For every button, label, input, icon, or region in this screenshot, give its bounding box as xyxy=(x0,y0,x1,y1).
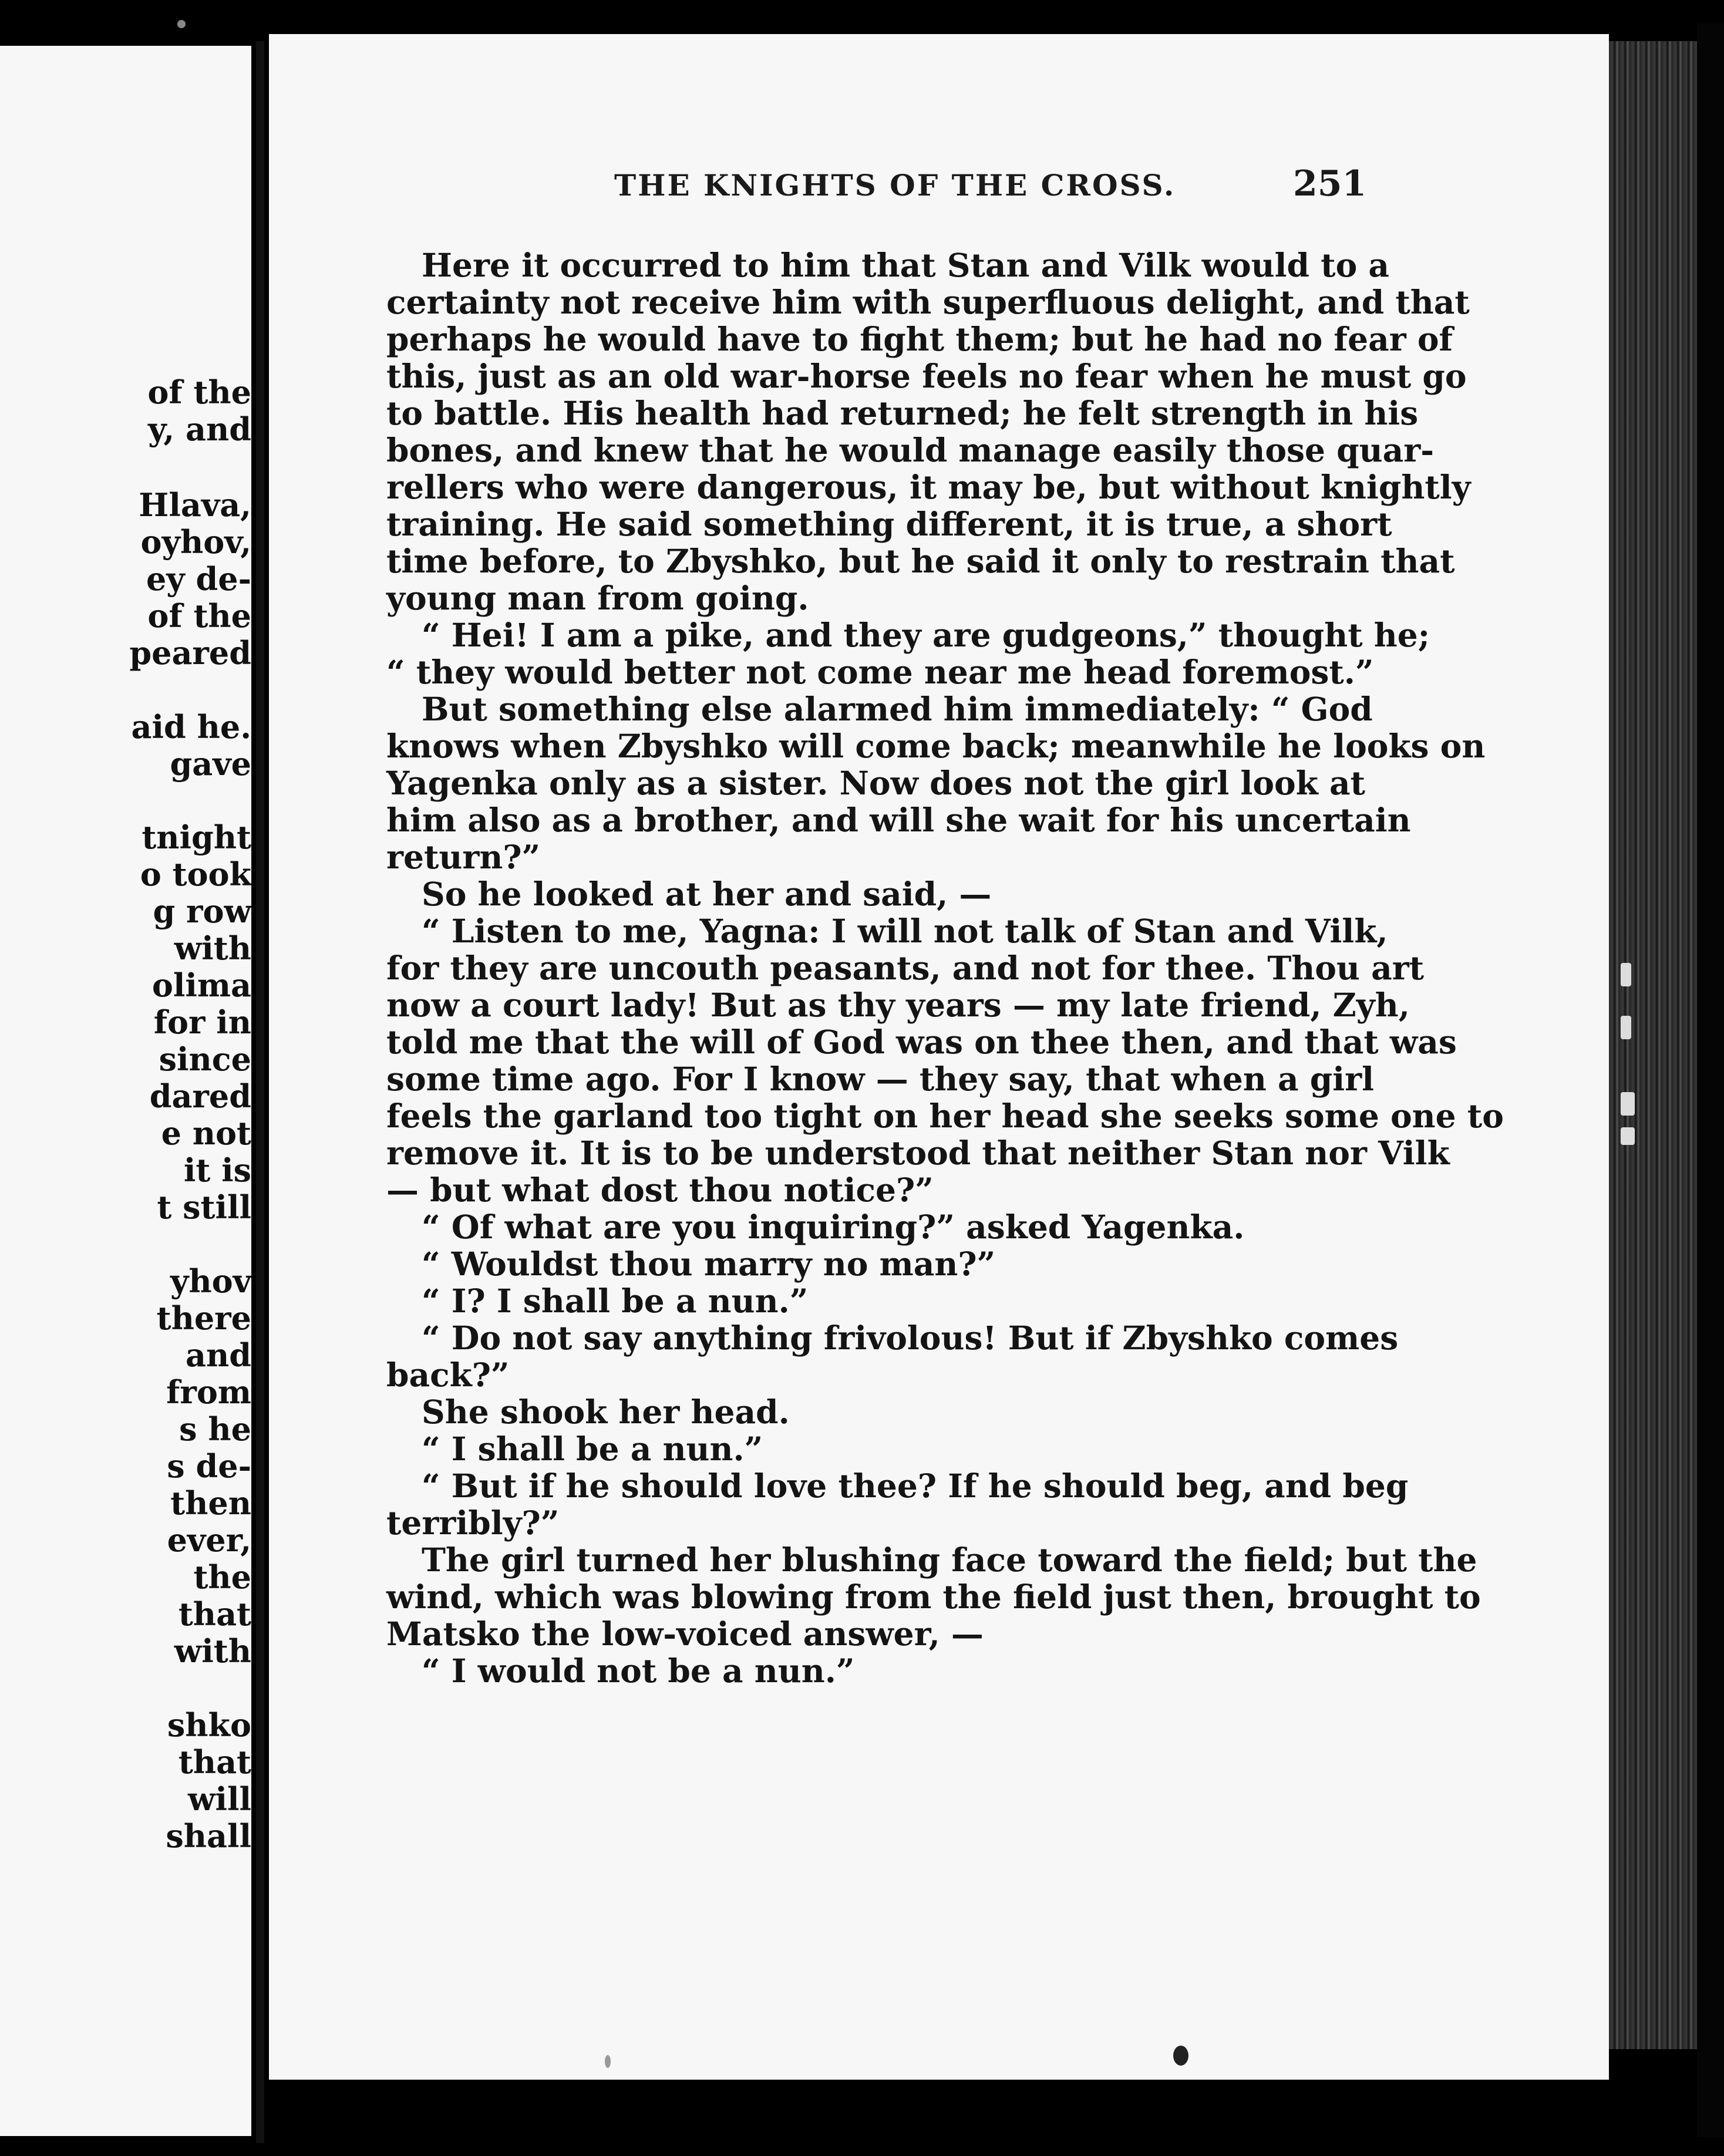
text-line: for they are uncouth peasants, and not for thee. Thou art xyxy=(386,949,1425,987)
left-line: of the xyxy=(147,597,251,635)
left-line: yhov xyxy=(170,1262,251,1300)
text-line: “ But if he should love thee? If he should beg, and beg xyxy=(422,1467,1409,1505)
left-line: e not xyxy=(161,1114,251,1152)
left-line: oyhov, xyxy=(140,523,251,561)
left-line: there xyxy=(156,1299,251,1337)
text-line: — but what dost thou notice?” xyxy=(386,1171,934,1209)
text-line: now a court lady! But as thy years — my late friend, Zyh, xyxy=(386,986,1410,1024)
text-line: “ I shall be a nun.” xyxy=(422,1430,763,1468)
text-line: But something else alarmed him immediately: “ God xyxy=(422,690,1373,728)
text-line: “ Listen to me, Yagna: I will not talk of Stan and Vilk, xyxy=(422,912,1388,950)
text-line: knows when Zbyshko will come back; meanwhile he looks on xyxy=(386,727,1486,765)
text-line: Matsko the low-voiced answer, — xyxy=(386,1615,984,1653)
text-line: bones, and knew that he would manage easily those quar- xyxy=(386,431,1435,469)
text-line: wind, which was blowing from the field just then, brought to xyxy=(386,1578,1481,1616)
text-line: back?” xyxy=(386,1356,510,1394)
left-line: that xyxy=(178,1743,251,1781)
text-line: feels the garland too tight on her head she seeks some one to xyxy=(386,1097,1504,1135)
left-line: and xyxy=(185,1336,251,1374)
left-line: s he xyxy=(179,1410,251,1448)
text-line: time before, to Zbyshko, but he said it only to restrain that xyxy=(386,542,1455,580)
scan-blemish xyxy=(1173,2046,1188,2066)
text-line: rellers who were dangerous, it may be, but without knightly xyxy=(386,468,1471,506)
page-number: 251 xyxy=(1293,163,1367,204)
body-text xyxy=(386,246,1504,1714)
text-line: “ Of what are you inquiring?” asked Yagenka. xyxy=(422,1208,1245,1246)
left-line: shko xyxy=(167,1706,251,1744)
left-line: peared xyxy=(129,634,251,672)
left-line: since xyxy=(159,1040,251,1078)
left-line: with xyxy=(174,929,251,967)
text-line: “ Do not say anything frivolous! But if Zbyshko comes xyxy=(422,1319,1399,1357)
left-line: for in xyxy=(153,1003,251,1041)
text-line: The girl turned her blushing face toward the field; but the xyxy=(422,1541,1477,1579)
left-line: g row xyxy=(153,892,251,930)
scan-blemish xyxy=(1621,963,1631,986)
text-line: She shook her head. xyxy=(422,1393,790,1431)
left-line: olima xyxy=(151,966,251,1004)
text-line: Here it occurred to him that Stan and Vilk would to a xyxy=(422,246,1390,284)
left-line: aid he. xyxy=(131,708,251,746)
left-line: shall xyxy=(166,1817,251,1855)
left-line: t still xyxy=(157,1188,251,1226)
text-line: “ Wouldst thou marry no man?” xyxy=(422,1245,996,1283)
text-line: to battle. His health had returned; he felt strength in his xyxy=(386,394,1419,432)
left-page-text xyxy=(0,46,251,2136)
left-line: with xyxy=(174,1632,251,1670)
text-line: “ they would better not come near me head foremost.” xyxy=(386,653,1374,691)
text-line: “ I? I shall be a nun.” xyxy=(422,1282,809,1320)
text-line: this, just as an old war-horse feels no fear when he must go xyxy=(386,357,1467,395)
text-line: return?” xyxy=(386,838,541,876)
gutter-shadow xyxy=(256,41,264,2143)
left-line: will xyxy=(187,1780,251,1818)
left-line: Hlava, xyxy=(139,486,251,524)
scan-blemish xyxy=(1621,1092,1635,1116)
text-line: remove it. It is to be understood that neither Stan nor Vilk xyxy=(386,1134,1450,1172)
binding-shadow xyxy=(1697,23,1724,2137)
left-line: from xyxy=(166,1373,251,1411)
left-line: ever, xyxy=(167,1521,251,1559)
left-line: the xyxy=(193,1558,251,1596)
text-line: “ Hei! I am a pike, and they are gudgeons,” thought he; xyxy=(422,616,1430,654)
left-line: y, and xyxy=(148,410,251,448)
left-line: o took xyxy=(140,855,251,893)
page-edges xyxy=(1609,41,1697,2049)
left-page xyxy=(0,46,251,2136)
left-line: tnight xyxy=(142,818,251,856)
scan-blemish xyxy=(177,20,186,28)
left-line: s de- xyxy=(167,1447,251,1485)
text-line: So he looked at her and said, — xyxy=(422,875,992,913)
text-line: certainty not receive him with superfluous delight, and that xyxy=(386,283,1470,321)
text-line: Yagenka only as a sister. Now does not the girl look at xyxy=(386,764,1365,802)
scan-blemish xyxy=(1621,1016,1631,1039)
scan-blemish xyxy=(1621,1127,1635,1145)
running-title: THE KNIGHTS OF THE CROSS. xyxy=(614,168,1176,203)
text-line: terribly?” xyxy=(386,1504,560,1542)
left-line: gave xyxy=(170,745,251,783)
left-line: it is xyxy=(183,1151,251,1189)
text-line: “ I would not be a nun.” xyxy=(422,1652,855,1690)
left-line: then xyxy=(170,1484,251,1522)
text-line: training. He said something different, it is true, a short xyxy=(386,505,1392,543)
left-line: ey de- xyxy=(146,560,251,598)
left-line: that xyxy=(178,1595,251,1633)
text-line: perhaps he would have to fight them; but he had no fear of xyxy=(386,320,1453,358)
text-line: some time ago. For I know — they say, that when a girl xyxy=(386,1060,1375,1098)
left-line: dared xyxy=(149,1077,251,1115)
scan-blemish xyxy=(605,2055,611,2068)
text-line: him also as a brother, and will she wait for his uncertain xyxy=(386,801,1411,839)
text-line: told me that the will of God was on thee then, and that was xyxy=(386,1023,1457,1061)
left-line: of the xyxy=(147,373,251,411)
text-line: young man from going. xyxy=(386,579,809,617)
